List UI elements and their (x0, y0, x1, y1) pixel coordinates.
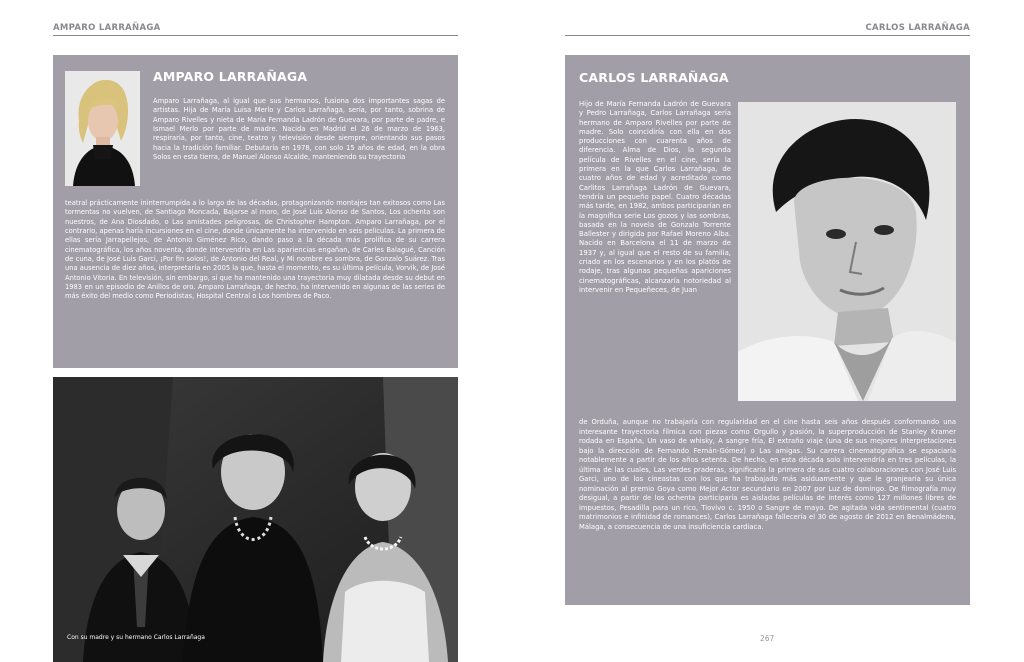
carlos-bio-box (565, 55, 970, 605)
family-photo (53, 377, 458, 662)
family-photo-caption: Con su madre y su hermano Carlos Larrañaga (67, 634, 205, 641)
left-running-head: AMPARO LARRAÑAGA (53, 23, 161, 33)
carlos-portrait-photo (738, 102, 956, 401)
amparo-portrait-photo (65, 71, 140, 186)
amparo-paragraph-a: Amparo Larrañaga, al igual que sus hermanos, fusiona dos importantes sagas de artistas. Hija de María Luisa Merlo y Carlos Larrañaga, sería, por tanto, sobrina de Amparo Rivelles y nieta de María Fernanda Ladrón de Guevara, por parte de padre, e Ismael Merlo por parte de madre. Nacida en Madrid el 26 de marzo de 1963, respiraría, por tanto, cine, teatro y televisión desde siempre, orientando sus pasos hacia la tradición familiar. Debutaría en 1978, con solo 15 años de edad, en la obra Solos en esta tierra, de Manuel Alonso Alcalde, manteniendo su trayectoria (153, 97, 445, 162)
amparo-title: AMPARO LARRAÑAGA (153, 69, 308, 84)
page-number: 267 (760, 634, 775, 643)
right-header-rule (565, 35, 970, 36)
portrait-icon (65, 71, 140, 186)
right-running-head: CARLOS LARRAÑAGA (865, 23, 970, 33)
amparo-bio-box (53, 55, 458, 368)
amparo-paragraph-b: teatral prácticamente ininterrumpida a lo largo de las décadas, protagonizando montajes tan exitosos como Las tormentas no vuelven, de Santiago Moncada, Bajarse al moro, de José Luis Alonso de Santos, Los ochenta son nuestros, de Ana Diosdado, o Las amistades peligrosas, de Christopher Hampton. Amparo Larrañaga, por el contrario, apenas haría incursiones en el cine, donde únicamente ha intervenido en seis películas. La primera de ellas sería Jarrapellejos, de Antonio Giménez Rico, dando paso a la década más prolífica de su carrera cinematográfica, los años noventa, donde intervendría en Las apariencias engañan, de Carles Balagué, Canción de cuna, de José Luis Garci, ¡Por fin solos!, de Antonio del Real, y Mi nombre es sombra, de Gonzalo Suárez. Tras una ausencia de diez años, interpretaría en 2005 la que, hasta el momento, es su última película, Vorvik, de José Antonio Vitoria. En televisión, sin embargo, sí que ha mantenido una trayectoria muy dilatada desde su debut en 1983 en un episodio de Anillos de oro. Amparo Larrañaga, de hecho, ha intervenido en algunas de las series de más éxito del medio como Periodistas, Hospital Central o Los hombres de Paco. (65, 199, 445, 301)
carlos-paragraph-a: Hijo de María Fernanda Ladrón de Guevara y Pedro Larrañaga, Carlos Larrañaga sería hermano de Amparo Rivelles por parte de madre. Solo coincidiría con ella en dos producciones con cuarenta años de diferencia. Alma de Dios, la segunda película de Rivelles en el cine, sería la primera en la que Carlos Larrañaga, de cuatro años de edad y acreditado como Carlitos Larrañaga Ladrón de Guevara, tendría un pequeño papel. Cuatro décadas más tarde, en 1982, ambos participarían en la magnífica serie Los gozos y las sombras, basada en la novela de Gonzalo Torrente Ballester y dirigida por Rafael Moreno Alba. Nacido en Barcelona el 11 de marzo de 1937 y, al igual que el resto de su familia, criado en los escenarios y en los platós de rodaje, tras algunas pequeñas apariciones cinematográficas, alcanzaría notoriedad al intervenir en Pequeñeces, de Juan (579, 100, 731, 294)
left-header-rule (53, 35, 458, 36)
family-photo-icon (53, 377, 458, 662)
carlos-title: CARLOS LARRAÑAGA (579, 70, 729, 85)
portrait-icon (738, 102, 956, 401)
carlos-paragraph-b: de Orduña, aunque no trabajaría con regularidad en el cine hasta seis años después conformando una interesante trayectoria fílmica con piezas como Orgullo y pasión, la superproducción de Stanley Kramer rodada en España, Un vaso de whisky, A sangre fría, El extraño viaje (una de sus mejores interpretaciones bajo la dirección de Fernando Fernán-Gómez) o Las amigas. Su carrera cinematográfica se espaciaría notablemente a partir de los años setenta. De hecho, en esta década solo intervendría en tres películas, la última de las cuales, Las verdes praderas, significaría la primera de sus cuatro colaboraciones con José Luis Garci, uno de los cineastas con los que ha trabajado más asiduamente y que le granjearía su única nominación al premio Goya como Mejor Actor secundario en 2007 por Luz de domingo. De filmografía muy desigual, a partir de los ochenta participaría es aisladas películas de interés como 127 millones libres de impuestos, Pesadilla para un rico, Tiovivo c. 1950 o Sangre de mayo. De agitada vida sentimental (cuatro matrimonios e infinidad de romances), Carlos Larrañaga fallecería el 30 de agosto de 2012 en Benalmádena, Málaga, a consecuencia de una insuficiencia cardiaca. (579, 418, 956, 532)
